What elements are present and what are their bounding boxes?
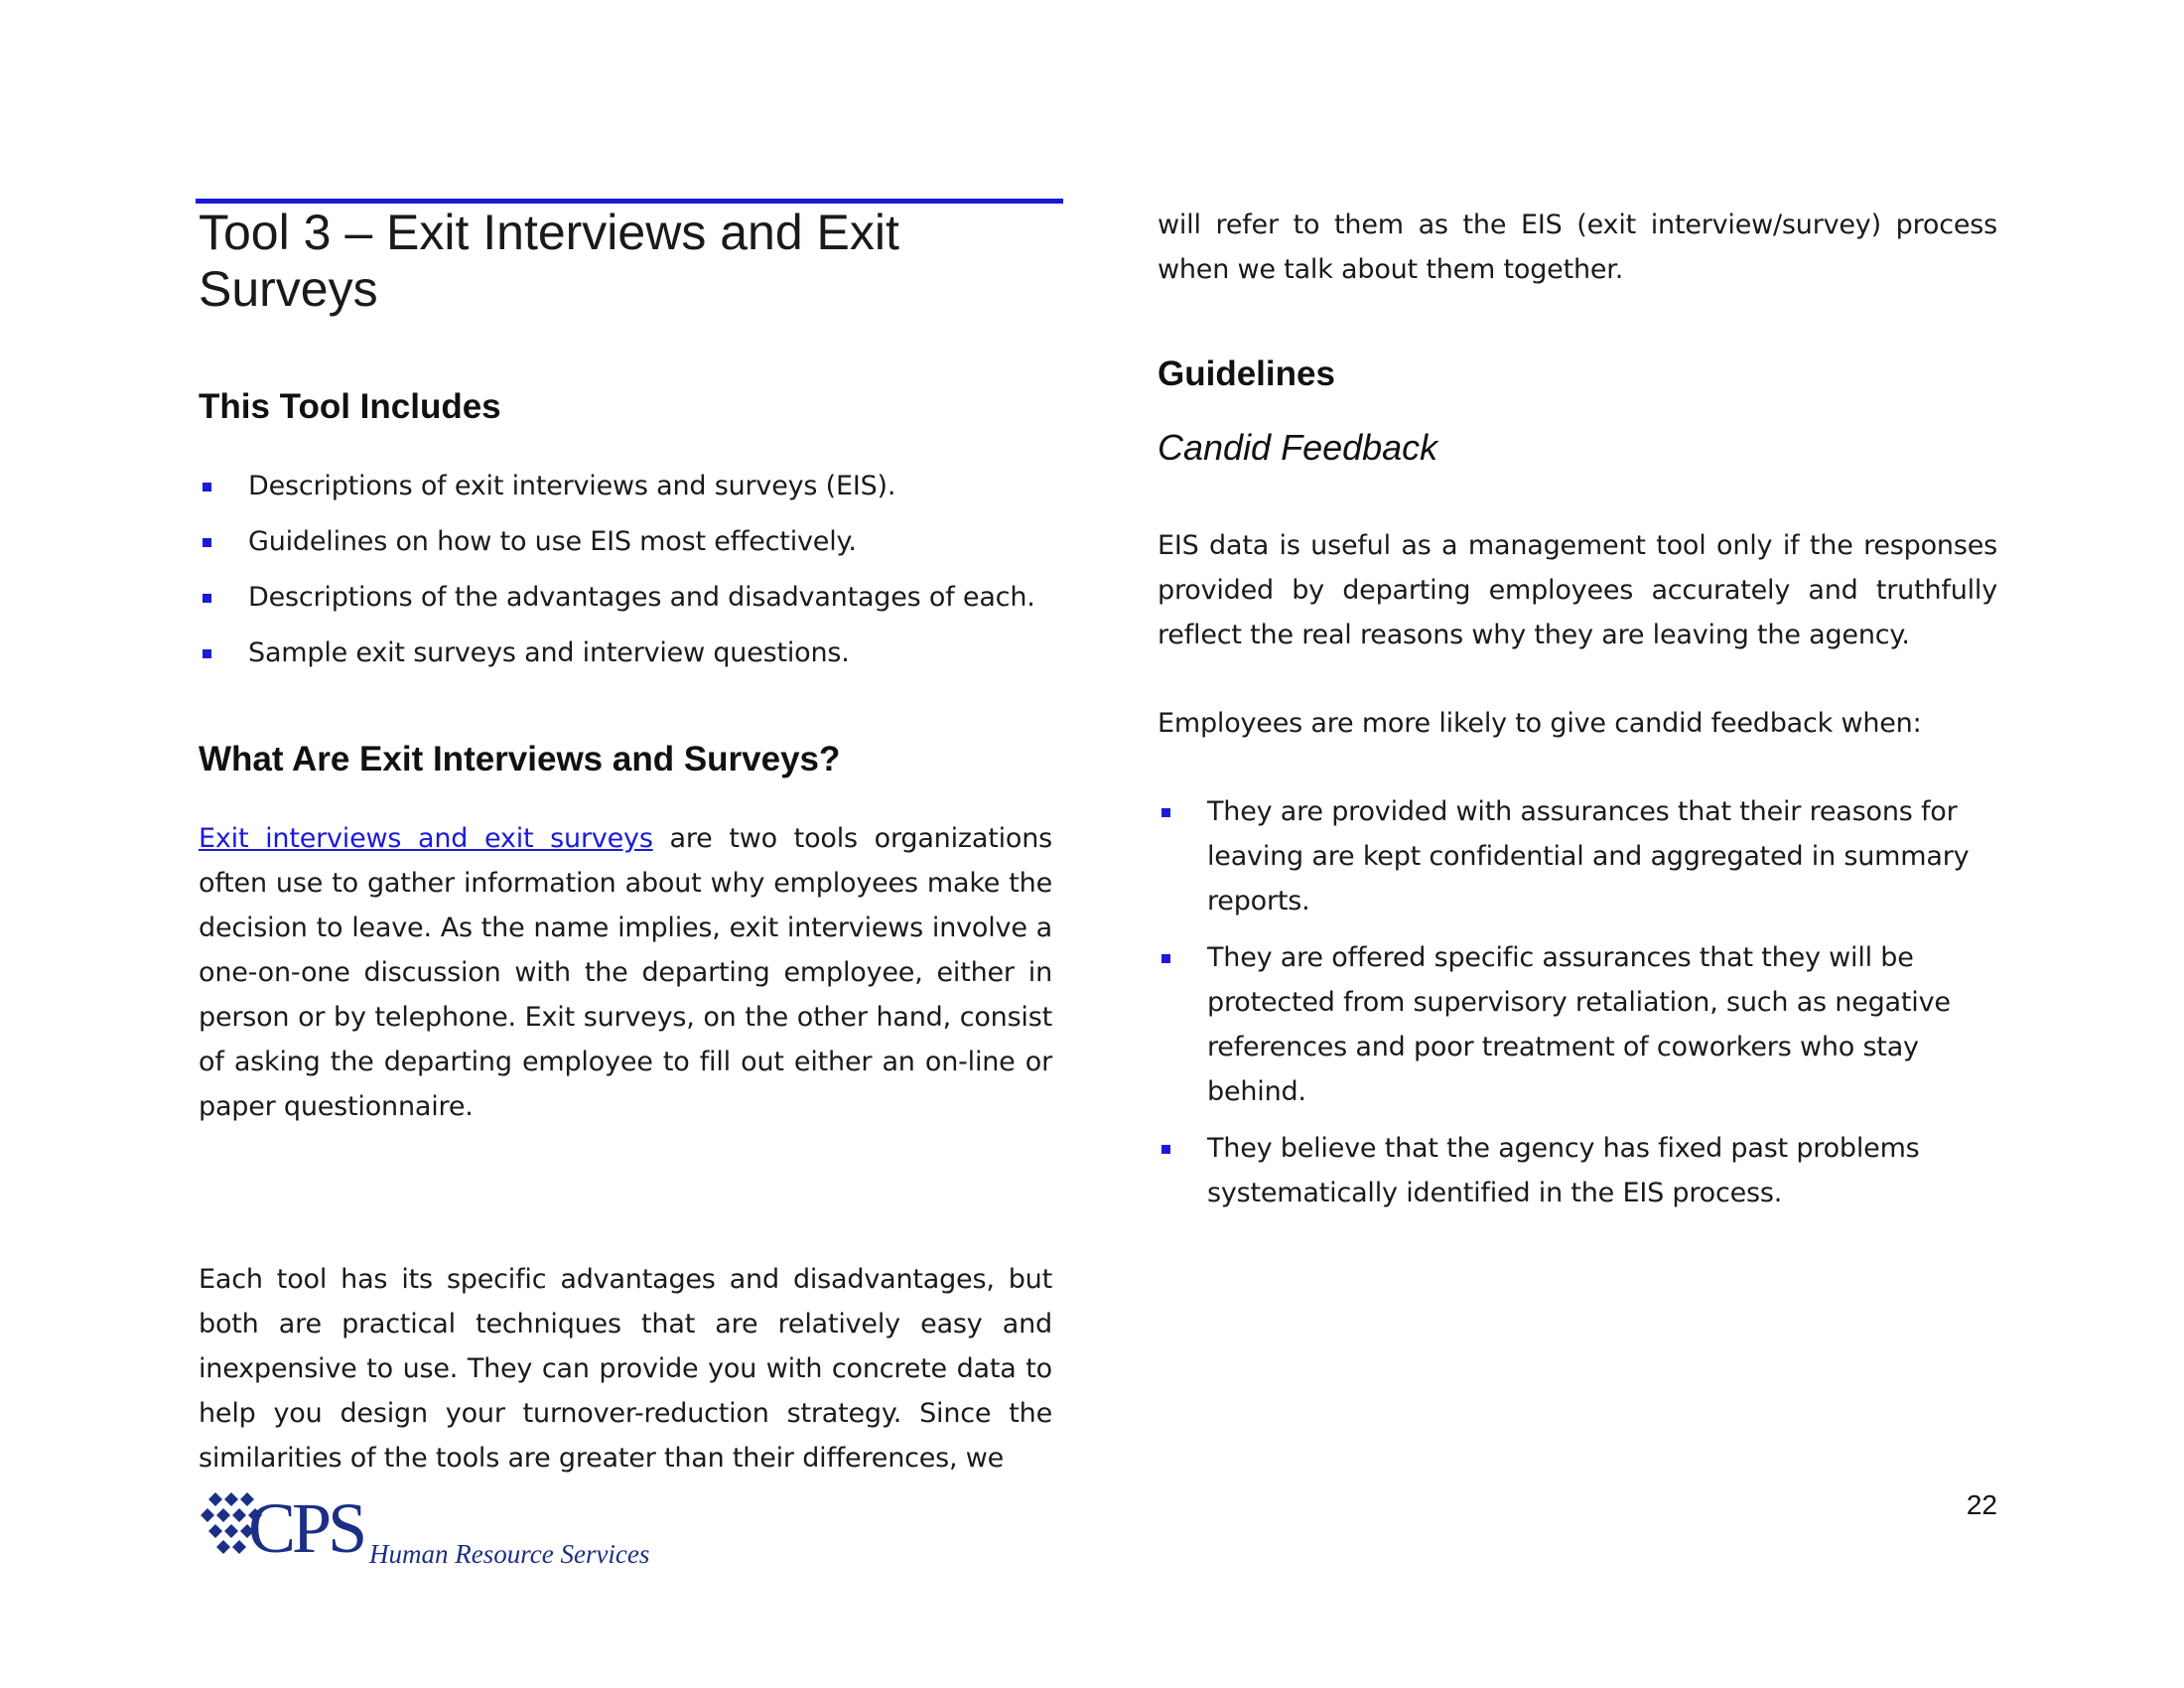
what-heading: What Are Exit Interviews and Surveys?	[199, 740, 841, 778]
square-bullet-icon	[1161, 954, 1170, 963]
tools-paragraph: Each tool has its specific advantages and disadvantages, but both are practical techniques that are relatively easy and inexpensive to use. They can provide you with concrete data to help you design your turnover-reduction strategy. Since the similarities of the tools are greater than their differences, we	[199, 1264, 1052, 1474]
eis-data-paragraph: EIS data is useful as a management tool only if the responses provided by departing employees accurately and truthfully reflect the real reasons why they are leaving the agency.	[1158, 530, 1997, 650]
list-item: They believe that the agency has fixed past problems systematically identified in the EIS process.	[1158, 1126, 1997, 1215]
square-bullet-icon	[203, 594, 211, 603]
list-item: Descriptions of the advantages and disadvantages of each.	[199, 575, 1062, 620]
list-item: Guidelines on how to use EIS most effectively.	[199, 519, 1062, 564]
square-bullet-icon	[203, 538, 211, 547]
page-title	[199, 205, 1062, 318]
list-item: Descriptions of exit interviews and surveys (EIS).	[199, 464, 1062, 508]
candid-feedback-heading: Candid Feedback	[1158, 427, 1438, 468]
page-number: 22	[1966, 1489, 1997, 1520]
square-bullet-icon	[1161, 808, 1170, 817]
cps-logo	[199, 1489, 655, 1569]
square-bullet-icon	[203, 649, 211, 658]
guidelines-heading: Guidelines	[1158, 354, 1335, 393]
page-title-line-1: Tool 3 – Exit Interviews and Exit	[199, 205, 899, 260]
candid-conditions-list	[1158, 789, 1997, 1227]
list-item: Sample exit surveys and interview questions.	[199, 631, 1062, 675]
exit-interviews-link[interactable]: Exit interviews and exit surveys	[199, 823, 653, 854]
includes-heading: This Tool Includes	[199, 387, 501, 426]
intro-paragraph: Exit interviews and exit surveys are two tools organizations often use to gather information about why employees make the decision to leave. As the name implies, exit interviews involve a one-on-one discussion with the departing employee, either in person or by telephone. Exit surveys, on the other hand, consist of asking the departing employee to fill out either an on-line or paper questionnaire.	[199, 823, 1052, 1122]
list-item: They are provided with assurances that their reasons for leaving are kept confidential and aggregated in summary reports.	[1158, 789, 1997, 923]
candid-intro-paragraph: Employees are more likely to give candid feedback when:	[1158, 708, 1922, 739]
title-rule	[196, 199, 1063, 204]
includes-list	[199, 464, 1062, 686]
logo-tagline: Human Resource Services	[369, 1539, 650, 1569]
page-title-line-2: Surveys	[199, 261, 378, 317]
logo-wordmark: CPS	[248, 1489, 364, 1568]
list-item: They are offered specific assurances that they will be protected from supervisory retaliation, such as negative references and poor treatment of coworkers who stay behind.	[1158, 935, 1997, 1114]
square-bullet-icon	[1161, 1145, 1170, 1154]
square-bullet-icon	[203, 483, 211, 492]
continuation-paragraph: will refer to them as the EIS (exit interview/survey) process when we talk about them together.	[1158, 210, 1997, 285]
